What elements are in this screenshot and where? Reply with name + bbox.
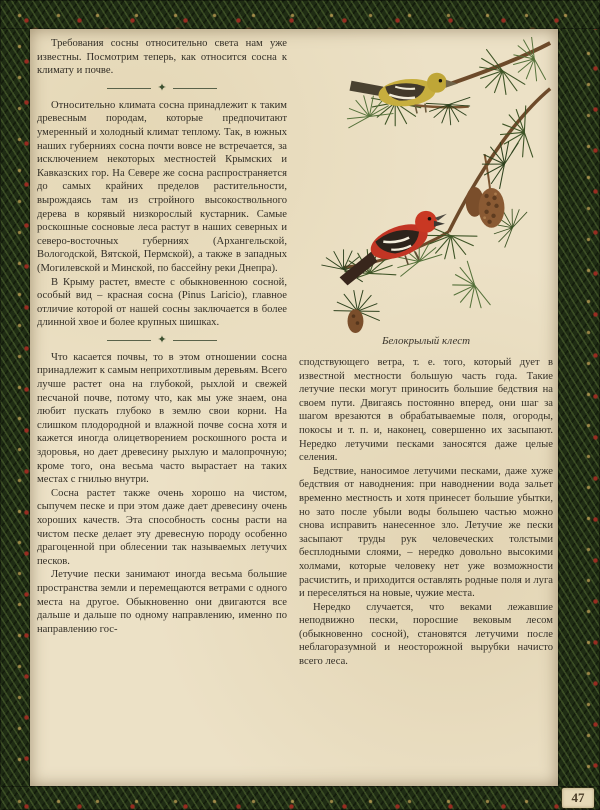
paragraph: Относительно климата сосна принадлежит к таким древесным породам, которые предпочитают умеренный и холодный климат теплому. Так, в южных наших губерниях сосна почти вовсе не встречается, за исключением некоторых местностей Крымских и Кавказских гор. На Севере же сосна распространяется до самых крайних пределов растительности, вырождаясь там из стройного высокоствольного дерева в корявый низкорослый кустарник. Самые роскошные сосновые леса растут в наших северных и северо-восточных губерниях (Архангельской, Вологодской, Вятской, Пермской), а также в западных (Могилевской и Минской, по бассейну реки Днепра). bbox=[37, 99, 287, 274]
divider-line-right bbox=[173, 340, 217, 341]
paragraph: Нередко случается, что веками лежавшие неподвижно пески, поросшие вековым лесом (обыкновенно сосной), становятся летучими после неблагоразумной и неосторожной вырубки начисто всего леса. bbox=[299, 601, 553, 668]
fleuron-icon: ✦ bbox=[157, 333, 167, 346]
right-column bbox=[299, 37, 553, 782]
paragraph: сподствующего ветра, т. е. того, который дует в известной местности большую часть года. Такие летучие пески могут приносить большие бедствия на своем пути. Двигаясь постоянно вперед, они шаг за шагом врезаются в обрабатываемые поля, огороды, покосы и т. п. и, наконец, совершенно их засыпают. Нередко летучими песками заносятся даже целые селения. bbox=[299, 357, 553, 464]
page-number: 47 bbox=[562, 788, 594, 808]
fleuron-icon: ✦ bbox=[157, 81, 167, 94]
bird-illustration bbox=[299, 37, 553, 333]
decorative-border-bottom bbox=[0, 786, 600, 810]
paragraph: Требования сосны относительно света нам уже известны. Посмотрим теперь, как относится сосна к климату и почве. bbox=[37, 38, 287, 77]
left-column bbox=[37, 37, 287, 782]
section-divider bbox=[107, 335, 217, 346]
paragraph: Летучие пески занимают иногда весьма большие пространства земли и перемещаются ветрами с одного места на другое. Обыкновенно они двигаются все дальше и дальше по одному направлению, именно по направлению гос- bbox=[37, 569, 287, 635]
crossbills-on-pine-svg bbox=[299, 37, 553, 333]
section-divider bbox=[107, 83, 217, 94]
divider-line-left bbox=[107, 88, 151, 89]
page-paper bbox=[30, 29, 558, 786]
paragraph: Что касается почвы, то в этом отношении сосна принадлежит к самым неприхотливым деревьям. Всего лучше растет она на глубокой, рыхлой и свежей песчаной почве, потому что, как мы уже знаем, она любит пускать глубоко в землю свои корни. На слишком плодородной и влажной почве сосна хотя и кажется иногда олицетворением роскошного роста и здоровья, но дает древесину рыхлую и малопрочную; кроме того, она весьма часто вырастает на таких местах с гнилью внутри. bbox=[37, 351, 287, 486]
decorative-border-top bbox=[0, 0, 600, 29]
paragraph: Сосна растет также очень хорошо на чистом, сыпучем песке и при этом даже дает древесину очень хороших качеств. Эта способность сосны расти на чистом песке делает эту древесную породу особенно драгоценной при облесении так называемых летучих песков. bbox=[37, 487, 287, 567]
divider-line-left bbox=[107, 340, 151, 341]
paragraph: Бедствие, наносимое летучими песками, даже хуже бедствия от наводнения: при наводнении вода зальет временно местность и хотя принесет большие убытки, но зато после убыли воды большею частью можно снова исправить нанесенное зло. Летучие же пески засыпают труды рук человеческих толстыми бесплодными слоями, – нередко довольно высокими холмами, которые человеку нет уже возможности расчистить, и приходится оставлять родные поля и луга и переселяться на новые, чужие места. bbox=[299, 465, 553, 600]
decorative-border-left bbox=[0, 0, 30, 810]
divider-line-right bbox=[173, 88, 217, 89]
illustration-caption: Белокрылый клест bbox=[381, 335, 471, 347]
paragraph: В Крыму растет, вместе с обыкновенною сосной, особый вид – красная сосна (Pinus Laricio), главное отличие которой от нашей сосны заключается в более длинной хвое и более крупных шишках. bbox=[37, 276, 287, 329]
decorative-border-right bbox=[558, 0, 600, 810]
